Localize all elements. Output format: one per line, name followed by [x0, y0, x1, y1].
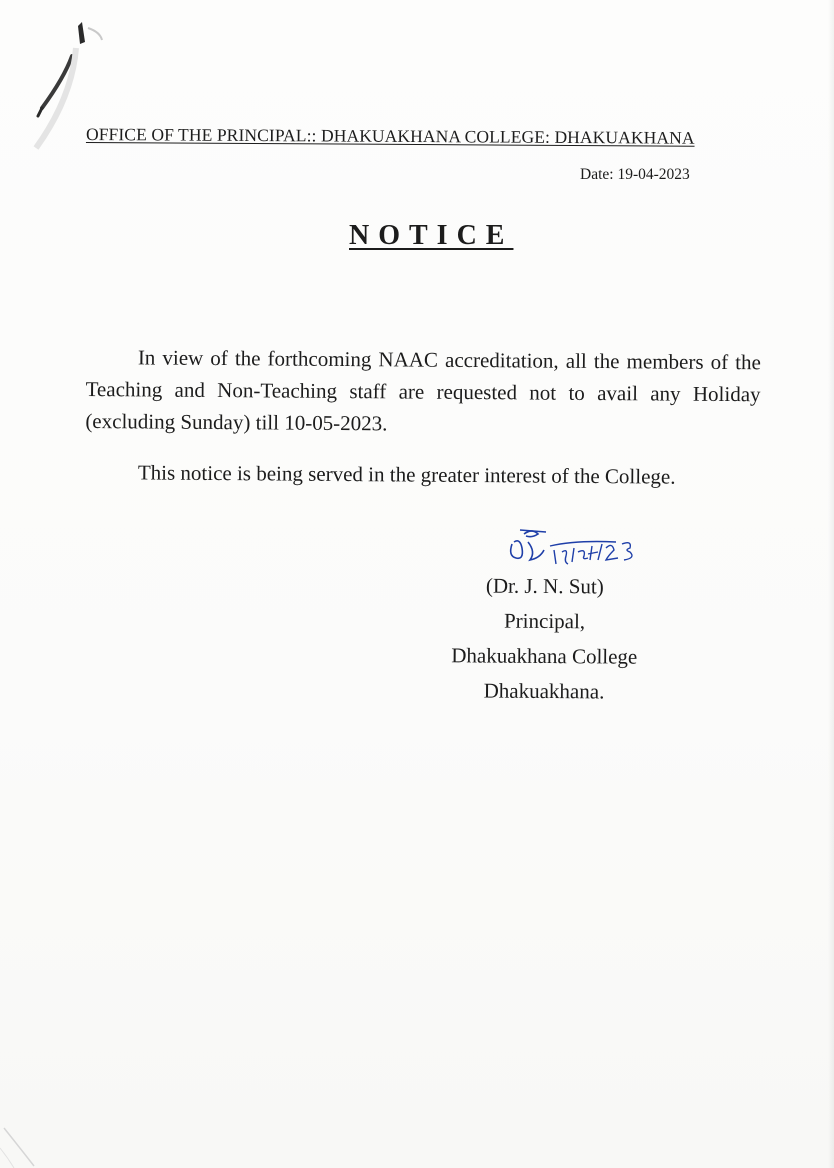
office-header: OFFICE OF THE PRINCIPAL:: DHAKUAKHANA COLLEGE: DHAKUAKHANA [85, 124, 695, 148]
notice-paragraph-1: In view of the forthcoming NAAC accreditation, all the members of the Teaching and Non-Teaching staff are requested not to avail any Holiday (excluding Sunday) till 10-05-2023. [85, 345, 761, 436]
institution-place: Dhakuakhana. [483, 678, 605, 704]
signature-block [419, 568, 670, 710]
page-edge-shadow [828, 0, 834, 1168]
notice-paragraph-2: This notice is being served in the greater interest of the College. [137, 460, 676, 489]
principal-name: (Dr. J. N. Sut) [485, 573, 604, 599]
principal-designation: Principal, [503, 608, 586, 634]
institution-name: Dhakuakhana College [451, 643, 638, 669]
scan-corner-mark-icon [0, 1108, 60, 1168]
notice-date: Date: 19-04-2023 [580, 166, 690, 183]
notice-title: NOTICE [349, 220, 514, 251]
handwritten-signature [506, 522, 646, 570]
